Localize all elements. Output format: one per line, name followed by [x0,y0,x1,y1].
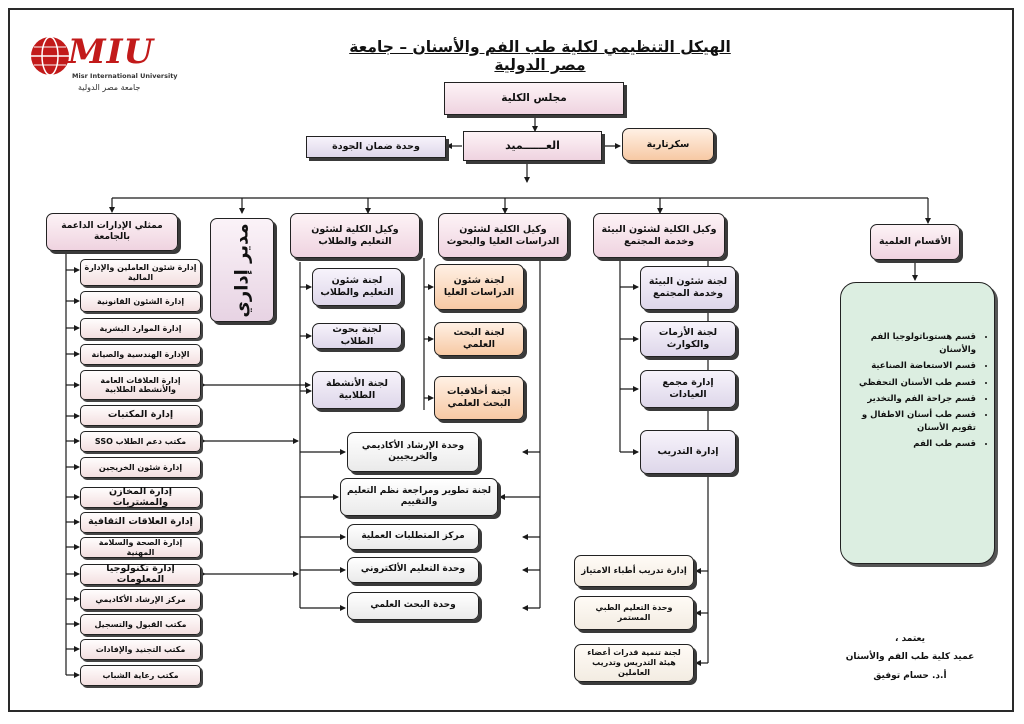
logo-arabic-name: جامعة مصر الدولية [78,83,141,92]
approval-name: أ.د. حسام توفيق [873,670,947,681]
shared-unit-box: وحدة الإرشاد الأكاديمي والخريجيين [347,432,479,472]
vice-dean-education-box: وكيل الكلية لشئون التعليم والطلاب [290,213,420,258]
admin-manager-box [210,218,274,322]
support-unit-box: إدارة تكنولوجيا المعلومات [80,564,201,585]
support-unit-box: إدارة العلاقات العامة والأنشطة الطلابية [80,370,201,400]
departments-list-box [840,282,995,564]
support-unit-box: إدارة العلاقات الثقافية [80,512,201,533]
support-unit-box: إدارة الموارد البشرية [80,318,201,339]
education-committee-box: لجنة الأنشطة الطلابية [312,371,402,409]
shared-unit-box: لجنة تطوير ومراجعة نظم التعليم والتقييم [340,478,498,516]
logo-brand: MIU [68,32,155,72]
community-committee-box: لجنة شئون البيئة وخدمة المجتمع [640,266,736,310]
vice-dean-community-box: وكيل الكلية لشئون البيئة وخدمة المجتمع [593,213,725,258]
support-unit-box: الإدارة الهندسية والصيانة [80,344,201,365]
secretary-box: سكرتارية [622,128,714,161]
faculty-council-box: مجلس الكلية [444,82,624,115]
department-item: • قسم هستوباثولوجيا الفم والأسنان [847,331,976,357]
support-unit-box: مكتب التجنيد والإفادات [80,639,201,660]
education-committee-box: لجنة شئون التعليم والطلاب [312,268,402,306]
department-item: • قسم طب الفم [847,438,976,451]
support-unit-box: إدارة شئون العاملين والإدارة المالية [80,259,201,286]
postgrad-committee-box: لجنة شئون الدراسات العليا [434,264,524,310]
department-item: • قسم الاستعاضة الصناعية [847,360,976,373]
departments-list [841,283,994,451]
support-unit-box: إدارة شئون الخريجين [80,457,201,478]
department-item: • قسم طب الأسنان التحفظي [847,377,976,390]
support-unit-box: إدارة المكتبات [80,405,201,426]
postgrad-committee-box: لجنة البحث العلمي [434,322,524,356]
community-committee-box: لجنة الأزمات والكوارث [640,321,736,357]
approval-title: عميد كلية طب الفم والأسنان [845,652,975,663]
support-unit-box: مركز الإرشاد الأكاديمي [80,589,201,610]
community-committee-box: إدارة مجمع العيادات [640,370,736,408]
support-reps-box: ممثلي الإدارات الداعمة بالجامعة [46,213,178,251]
approval-block [835,630,985,685]
training-unit-box: إدارة تدريب أطباء الامتياز [574,555,694,587]
training-unit-box: لجنة تنمية قدرات أعضاء هيئة التدريس وتدريب العاملين [574,644,694,682]
page-title: الهيكل التنظيمي لكلية طب الفم والأسنان – جامعة مصر الدولية [349,38,731,74]
support-unit-box: مكتب رعاية الشباب [80,665,201,686]
support-unit-box: إدارة الشئون القانونية [80,291,201,312]
department-item: • قسم جراحة الفم والتخدير [847,393,976,406]
shared-unit-box: وحدة البحث العلمي [347,592,479,620]
quality-unit-box: وحدة ضمان الجودة [306,136,446,158]
education-committee-box: لجنة بحوث الطلاب [312,323,402,349]
approval-label: يعتمد ، [895,634,925,644]
training-unit-box: وحدة التعليم الطبي المستمر [574,596,694,630]
support-unit-box: مكتب القبول والتسجيل [80,614,201,635]
department-item: • قسم طب أسنان الاطفال و تقويم الأسنان [847,409,976,435]
vice-dean-postgrad-box: وكيل الكلية لشئون الدراسات العليا والبحوث [438,213,568,258]
logo-english-name: Misr International University [72,72,178,80]
shared-unit-box: وحدة التعليم الألكتروني [347,557,479,583]
support-unit-box: إدارة المخازن والمشتريات [80,487,201,508]
support-unit-box: إدارة الصحة والسلامة المهنية [80,537,201,558]
university-logo [28,30,178,100]
community-committee-box: إدارة التدريب [640,430,736,474]
globe-icon [28,34,72,78]
departments-header-box: الأقسام العلمية [870,224,960,260]
postgrad-committee-box: لجنة أخلاقيات البحث العلمي [434,376,524,420]
admin-manager-label: مدير إداري [231,222,253,318]
shared-unit-box: مركز المتطلبات العملية [347,524,479,550]
dean-box: العــــــميد [463,131,602,161]
support-unit-box: مكتب دعم الطلاب SSO [80,431,201,452]
